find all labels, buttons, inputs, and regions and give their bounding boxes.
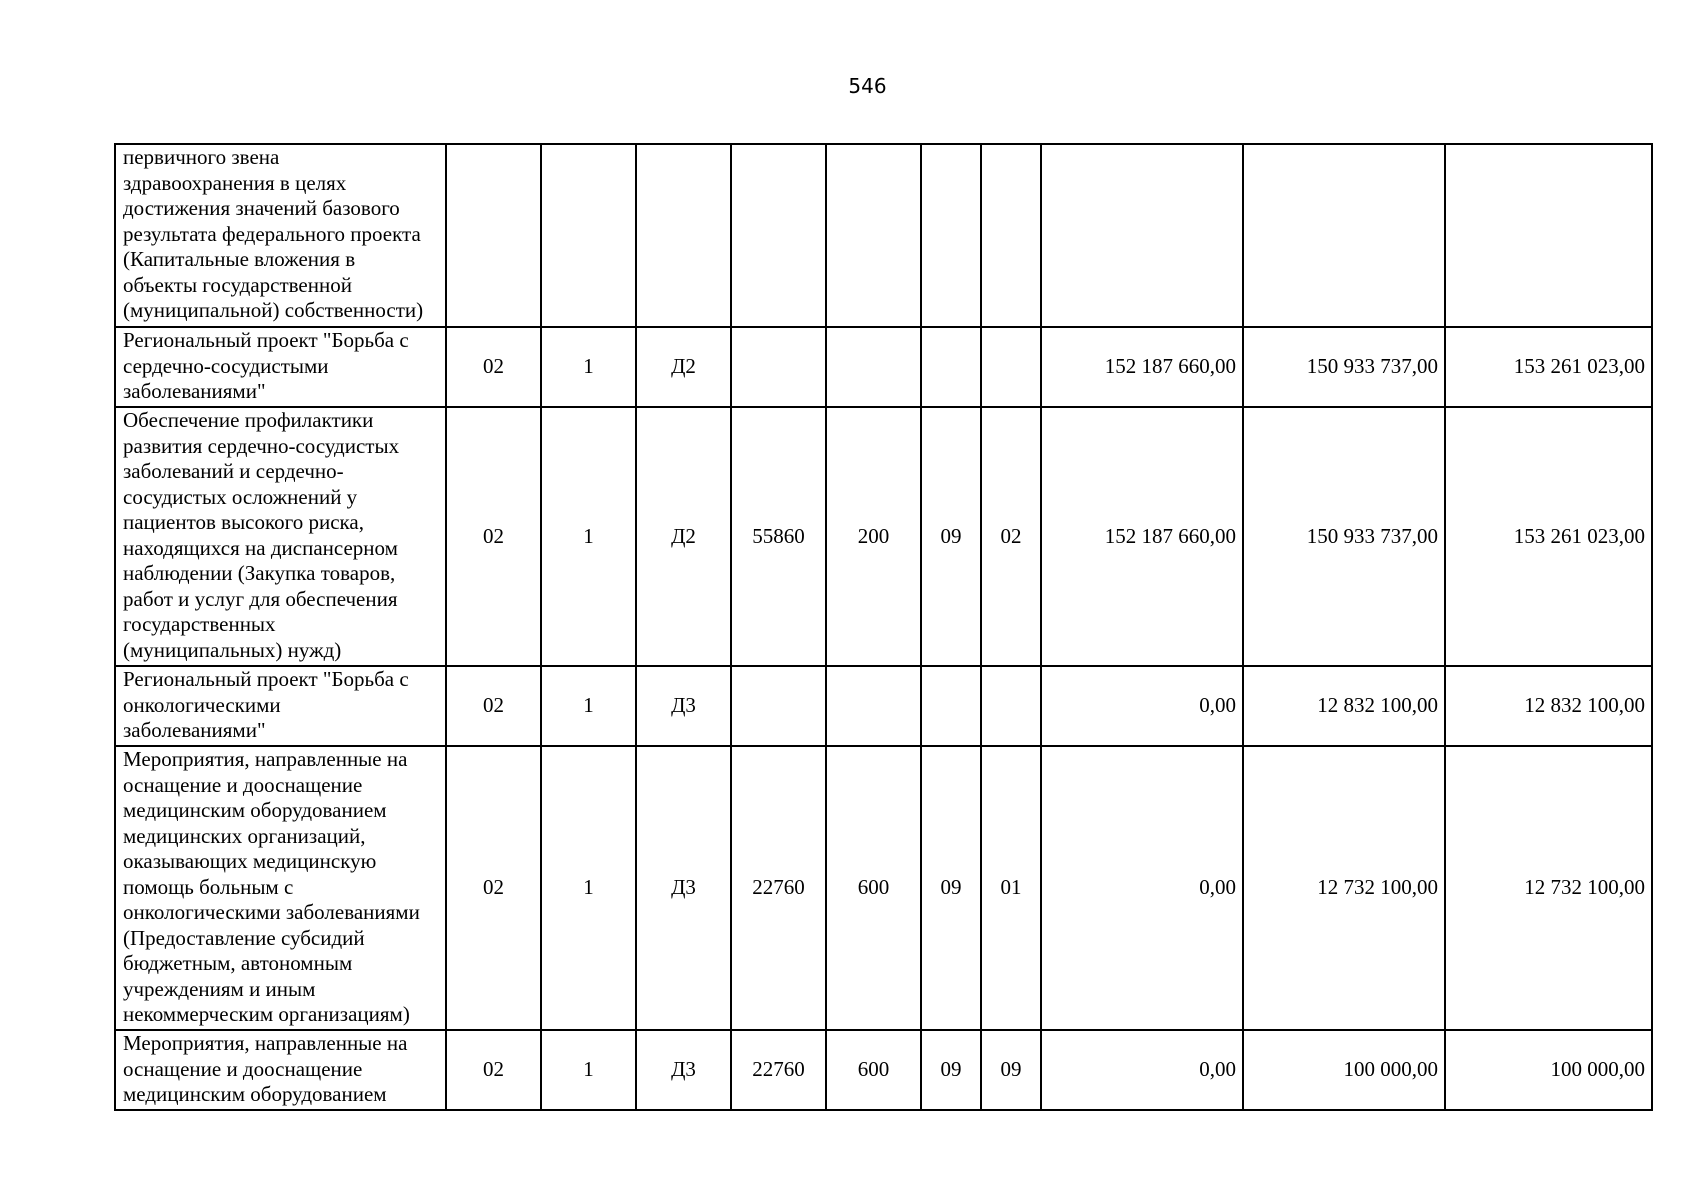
amount-year-2: 150 933 737,00 [1243,407,1445,666]
subprogram-code: 1 [541,666,636,746]
section-code: 09 [921,746,981,1030]
amount-year-2: 150 933 737,00 [1243,327,1445,407]
amount-year-1: 0,00 [1041,746,1243,1030]
expense-type-code: 600 [826,746,921,1030]
amount-year-2 [1243,144,1445,327]
subprogram-code: 1 [541,1030,636,1110]
section-code [921,144,981,327]
expense-code [731,144,826,327]
program-code: 02 [446,666,541,746]
amount-year-1 [1041,144,1243,327]
subprogram-code: 1 [541,327,636,407]
direction-code: Д3 [636,666,731,746]
subsection-code [981,327,1041,407]
subsection-code [981,144,1041,327]
amount-year-3: 12 732 100,00 [1445,746,1652,1030]
expense-type-code [826,144,921,327]
amount-year-3: 153 261 023,00 [1445,407,1652,666]
program-code [446,144,541,327]
table-row [115,746,1652,1030]
subsection-code: 01 [981,746,1041,1030]
amount-year-2: 100 000,00 [1243,1030,1445,1110]
direction-code: Д2 [636,407,731,666]
table-row [115,407,1652,666]
amount-year-3 [1445,144,1652,327]
expense-code [731,666,826,746]
amount-year-3: 153 261 023,00 [1445,327,1652,407]
expense-type-code: 600 [826,1030,921,1110]
row-name: Региональный проект "Борьба с онкологическими заболеваниями" [115,666,446,746]
row-name: Региональный проект "Борьба с сердечно-сосудистыми заболеваниями" [115,327,446,407]
expense-type-code: 200 [826,407,921,666]
amount-year-1: 152 187 660,00 [1041,327,1243,407]
subsection-code [981,666,1041,746]
direction-code: Д2 [636,327,731,407]
direction-code: Д3 [636,1030,731,1110]
direction-code: Д3 [636,746,731,1030]
amount-year-2: 12 832 100,00 [1243,666,1445,746]
amount-year-3: 12 832 100,00 [1445,666,1652,746]
subsection-code: 09 [981,1030,1041,1110]
expense-code: 55860 [731,407,826,666]
program-code: 02 [446,327,541,407]
subprogram-code: 1 [541,407,636,666]
expense-code [731,327,826,407]
program-code: 02 [446,1030,541,1110]
amount-year-1: 0,00 [1041,666,1243,746]
expense-code: 22760 [731,746,826,1030]
row-name: Мероприятия, направленные на оснащение и дооснащение медицинским оборудованием медицинских организаций, оказывающих медицинскую помощь больным с онкологическими заболеваниями (Предоставление субсидий бюджетным, автономным учреждениям и иным некоммерческим организациям) [115,746,446,1030]
expense-code: 22760 [731,1030,826,1110]
direction-code [636,144,731,327]
page-number: 546 [848,74,887,98]
section-code: 09 [921,407,981,666]
amount-year-3: 100 000,00 [1445,1030,1652,1110]
row-name: первичного звена здравоохранения в целях достижения значений базового результата федерального проекта (Капитальные вложения в объекты государственной (муниципальной) собственности) [115,144,446,327]
table-row [115,144,1652,327]
table-row [115,327,1652,407]
section-code: 09 [921,1030,981,1110]
subsection-code: 02 [981,407,1041,666]
section-code [921,327,981,407]
subprogram-code: 1 [541,746,636,1030]
budget-table [114,143,1653,1111]
table-row [115,666,1652,746]
amount-year-1: 0,00 [1041,1030,1243,1110]
subprogram-code [541,144,636,327]
section-code [921,666,981,746]
table-row [115,1030,1652,1110]
row-name: Обеспечение профилактики развития сердечно-сосудистых заболеваний и сердечно- сосудистых осложнений у пациентов высокого риска, находящихся на диспансерном наблюдении (Закупка товаров, работ и услуг для обеспечения государственных (муниципальных) нужд) [115,407,446,666]
amount-year-1: 152 187 660,00 [1041,407,1243,666]
expense-type-code [826,327,921,407]
amount-year-2: 12 732 100,00 [1243,746,1445,1030]
program-code: 02 [446,746,541,1030]
row-name: Мероприятия, направленные на оснащение и дооснащение медицинским оборудованием [115,1030,446,1110]
program-code: 02 [446,407,541,666]
expense-type-code [826,666,921,746]
